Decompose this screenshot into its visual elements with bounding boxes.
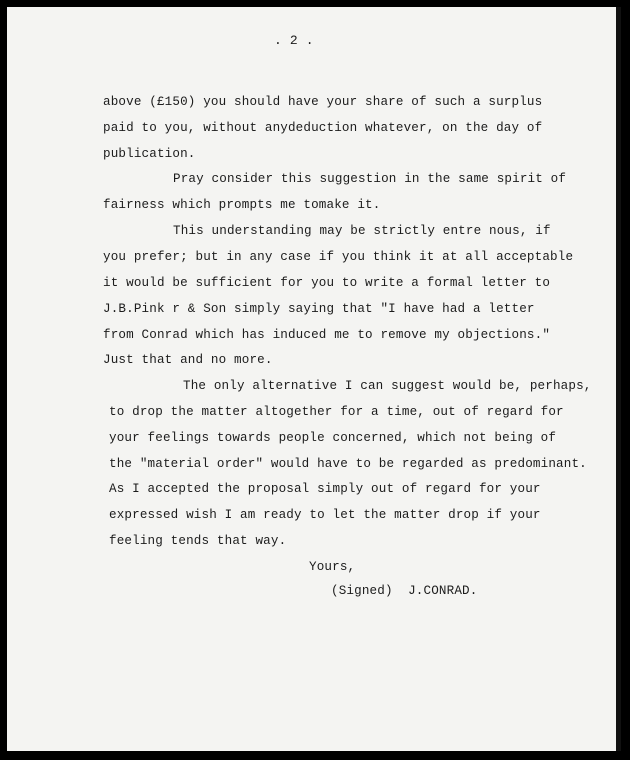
- letter-body: [7, 7, 592, 598]
- body-line: from Conrad which has induced me to remove my objections.": [103, 328, 551, 342]
- body-line: Pray consider this suggestion in the same spirit of: [173, 172, 567, 186]
- page-number: . 2 .: [274, 33, 314, 48]
- body-line: you prefer; but in any case if you think it at all acceptable: [103, 250, 574, 264]
- body-line: As I accepted the proposal simply out of regard for your: [109, 482, 541, 496]
- closing: Yours,: [309, 560, 356, 574]
- body-line: feeling tends that way.: [109, 534, 287, 548]
- body-line: The only alternative I can suggest would be, perhaps,: [183, 379, 592, 393]
- letter-page: [7, 7, 621, 751]
- body-line: expressed wish I am ready to let the matter drop if your: [109, 508, 541, 522]
- body-line: above (£150) you should have your share of such a surplus: [103, 95, 543, 109]
- body-line: it would be sufficient for you to write a formal letter to: [103, 276, 551, 290]
- signature: (Signed) J.CONRAD.: [331, 584, 478, 598]
- body-line: the "material order" would have to be regarded as predominant.: [109, 457, 587, 471]
- body-line: fairness which prompts me tomake it.: [103, 198, 381, 212]
- body-line: J.B.Pink r & Son simply saying that "I have had a letter: [103, 302, 535, 316]
- body-line: paid to you, without anydeduction whatever, on the day of: [103, 121, 543, 135]
- body-line: your feelings towards people concerned, which not being of: [109, 431, 557, 445]
- body-line: publication.: [103, 147, 196, 161]
- body-line: to drop the matter altogether for a time, out of regard for: [109, 405, 564, 419]
- body-line: This understanding may be strictly entre nous, if: [173, 224, 551, 238]
- body-line: Just that and no more.: [103, 353, 273, 367]
